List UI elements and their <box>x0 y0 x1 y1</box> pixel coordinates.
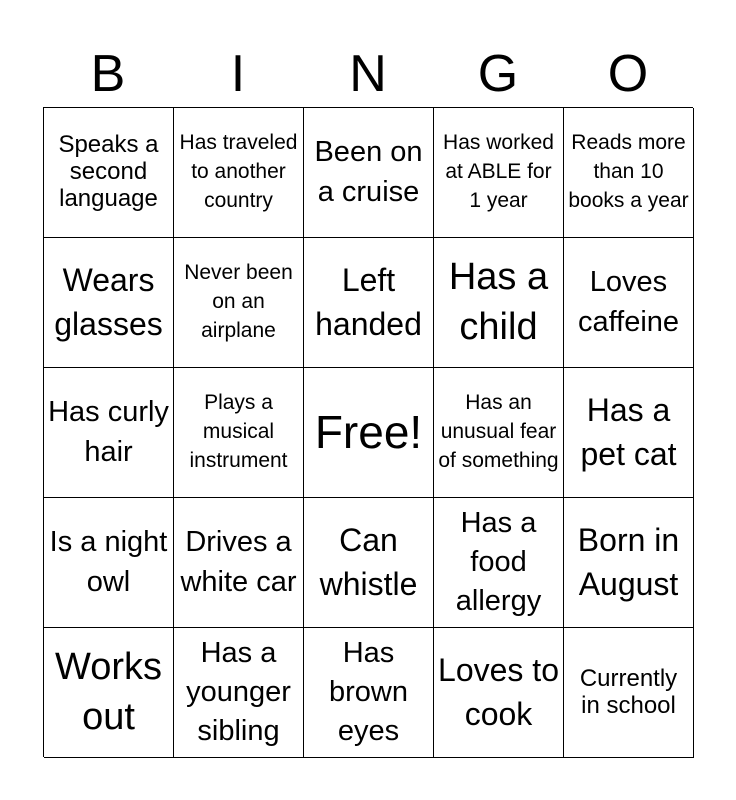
cell-label: Never been on an airplane <box>184 261 293 342</box>
header-letter-g: G <box>477 45 519 103</box>
bingo-board <box>43 107 693 757</box>
bingo-header <box>43 40 693 108</box>
cell-label: Has a younger sibling <box>186 636 291 748</box>
cell-label: Can whistle <box>319 522 418 602</box>
bingo-cell[interactable] <box>564 498 694 628</box>
bingo-cell[interactable] <box>304 108 434 238</box>
cell-label: Has a child <box>448 256 549 348</box>
cell-label: Works out <box>55 646 162 738</box>
cell-label: Speaks a second language <box>58 131 159 212</box>
bingo-cell[interactable] <box>44 498 174 628</box>
bingo-cell[interactable] <box>434 108 564 238</box>
bingo-cell[interactable] <box>564 238 694 368</box>
cell-label: Drives a white car <box>180 526 297 598</box>
cell-label: Loves caffeine <box>577 266 680 338</box>
cell-label: Has an unusual fear of something <box>438 391 559 472</box>
bingo-cell[interactable] <box>304 498 434 628</box>
cell-label: Reads more than 10 books a year <box>568 131 689 212</box>
bingo-cell[interactable] <box>434 628 564 758</box>
header-letter-i: I <box>230 45 246 103</box>
bingo-cell[interactable] <box>44 108 174 238</box>
bingo-cell[interactable] <box>174 628 304 758</box>
bingo-cell[interactable] <box>564 628 694 758</box>
cell-label: Wears glasses <box>54 262 163 342</box>
cell-label: Has brown eyes <box>329 636 408 748</box>
bingo-cell[interactable] <box>434 238 564 368</box>
bingo-cell[interactable] <box>434 498 564 628</box>
cell-label: Currently in school <box>579 664 678 719</box>
cell-label: Has a food allergy <box>455 506 542 618</box>
bingo-cell[interactable] <box>44 368 174 498</box>
cell-label: Is a night owl <box>49 526 168 598</box>
bingo-cell[interactable] <box>564 108 694 238</box>
header-letter-n: N <box>349 45 387 103</box>
bingo-cell[interactable] <box>44 628 174 758</box>
cell-label: Has traveled to another country <box>179 131 298 212</box>
bingo-cell[interactable] <box>174 368 304 498</box>
bingo-cell[interactable] <box>174 238 304 368</box>
free-label: Free! <box>314 405 423 458</box>
cell-label: Has a pet cat <box>580 392 677 472</box>
cell-label: Been on a cruise <box>314 136 423 208</box>
cell-label: Plays a musical instrument <box>189 391 288 472</box>
header-letter-b: B <box>90 45 126 103</box>
cell-label: Loves to cook <box>438 652 559 732</box>
bingo-cell[interactable] <box>564 368 694 498</box>
header-letter-o: O <box>607 45 649 103</box>
cell-label: Has worked at ABLE for 1 year <box>443 131 554 212</box>
bingo-cell[interactable] <box>44 238 174 368</box>
cell-label: Left handed <box>315 262 422 342</box>
bingo-cell[interactable] <box>304 628 434 758</box>
cell-label: Born in August <box>577 522 680 602</box>
bingo-cell[interactable] <box>304 238 434 368</box>
cell-label: Has curly hair <box>48 396 169 468</box>
bingo-cell[interactable] <box>434 368 564 498</box>
free-cell[interactable] <box>304 368 434 498</box>
bingo-cell[interactable] <box>174 108 304 238</box>
bingo-cell[interactable] <box>174 498 304 628</box>
